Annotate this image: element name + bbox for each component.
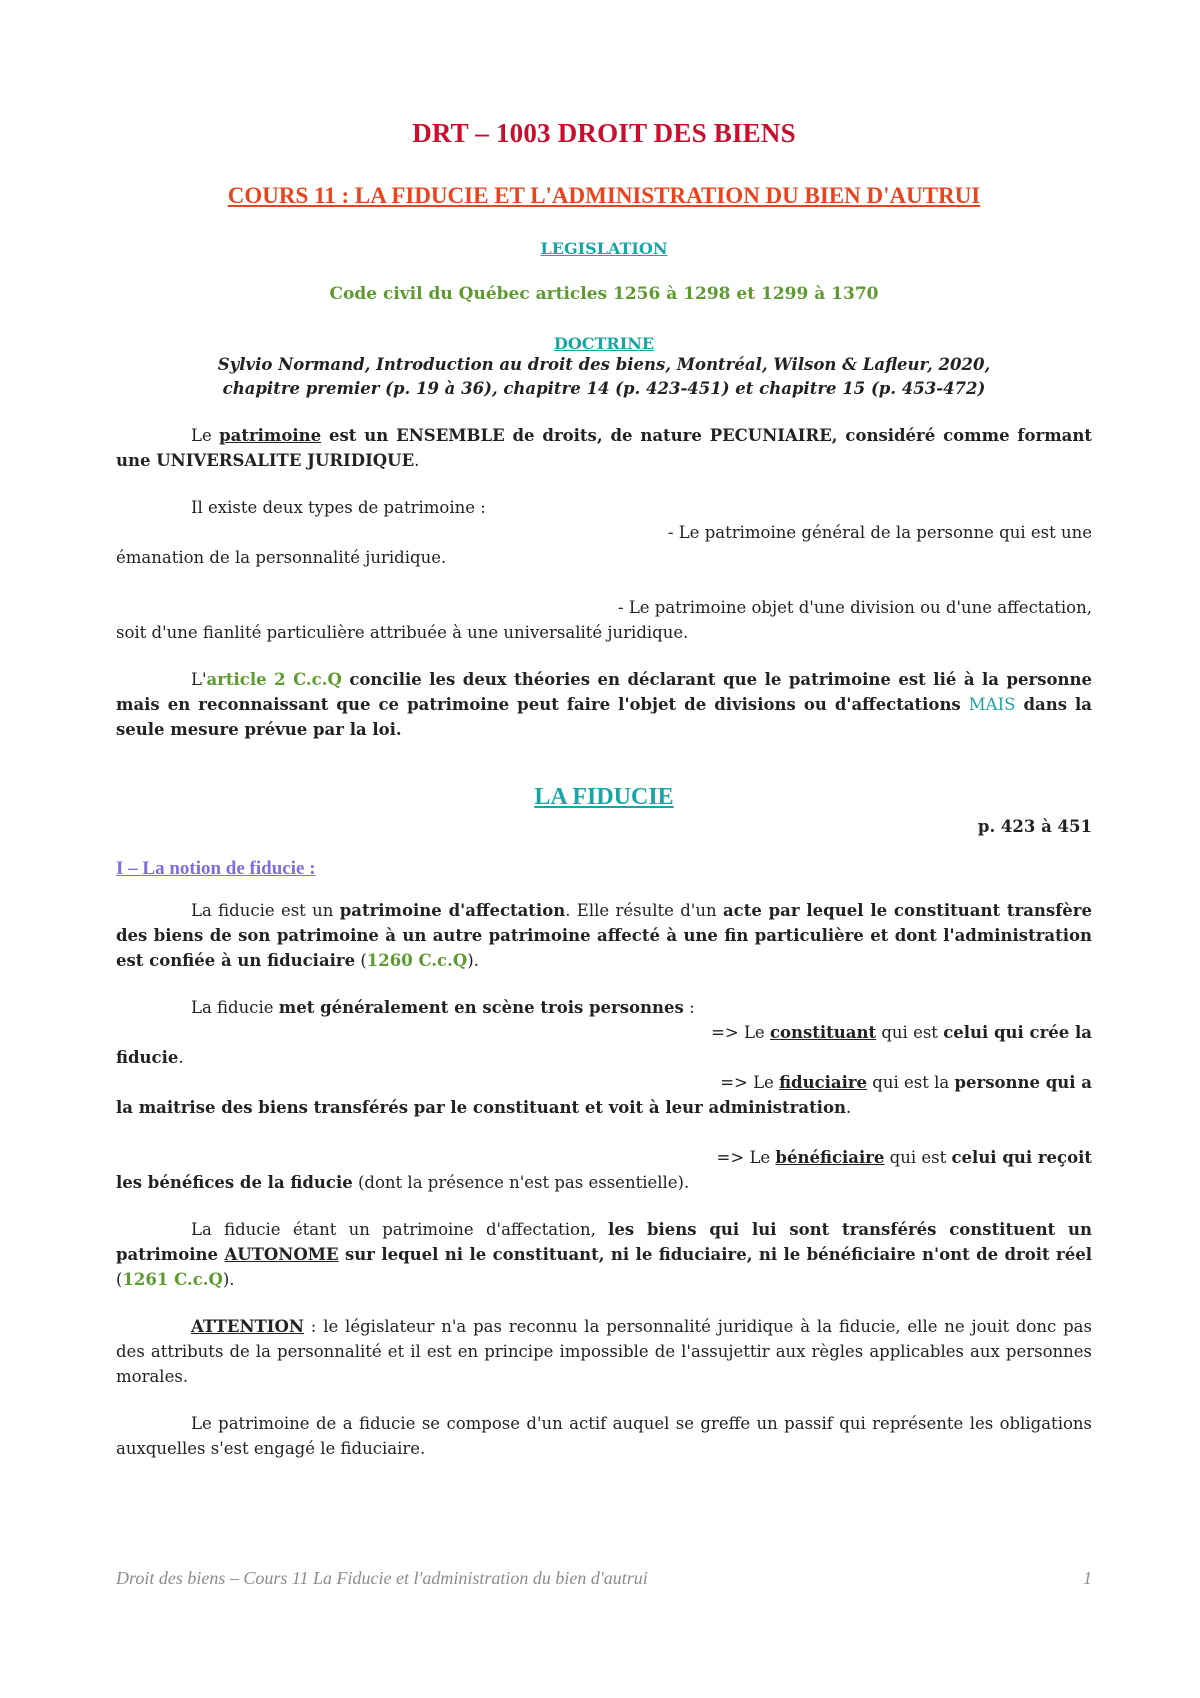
document-page — [116, 110, 1092, 1461]
intro-item-1-a: - Le patrimoine général de la personne qui est une — [667, 523, 1092, 542]
fiducie-paragraph-2: La fiducie met généralement en scène trois personnes : — [191, 998, 695, 1017]
doctrine-line-2: chapitre premier (p. 19 à 36), chapitre 14 (p. 423-451) et chapitre 15 (p. 453-472) — [222, 379, 986, 398]
doctrine-label: DOCTRINE — [553, 334, 655, 353]
fiducie-paragraph-3: La fiducie étant un patrimoine d'affectation, les biens qui lui sont transférés constituent un patrimoine AUTONOME sur lequel ni le constituant, ni le fiduciaire, ni le bénéficiaire n'ont de droit réel (1261 C.c.Q). — [116, 1220, 1092, 1289]
intro-paragraph-1: Le patrimoine est un ENSEMBLE de droits, de nature PECUNIAIRE, considéré comme formant une UNIVERSALITE JURIDIQUE. — [116, 426, 1092, 470]
fiducie-paragraph-1: La fiducie est un patrimoine d'affectation. Elle résulte d'un acte par lequel le constituant transfère des biens de son patrimoine à un autre patrimoine affecté à une fin particulière et dont l'administration est confiée à un fiduciaire (1260 C.c.Q). — [116, 901, 1092, 970]
legislation-code: Code civil du Québec articles 1256 à 1298 et 1299 à 1370 — [329, 284, 879, 304]
document-title: DRT – 1003 DROIT DES BIENS — [412, 118, 796, 148]
intro-paragraph-article-2: L'article 2 C.c.Q concilie les deux théories en déclarant que le patrimoine est lié à la personne mais en reconnaissant que ce patrimoine peut faire l'objet de divisions ou d'affectations MAIS dans la seule mesure prévue par la loi. — [116, 670, 1092, 739]
doctrine-line-1: Sylvio Normand, Introduction au droit des biens, Montréal, Wilson & Lafleur, 2020, — [217, 355, 991, 374]
page-footer — [116, 1568, 1092, 1589]
arrow-beneficiaire-cont: les bénéfices de la fiducie (dont la présence n'est pas essentielle). — [116, 1173, 690, 1192]
intro-item-2-b: soit d'une fianlité particulière attribuée à une universalité juridique. — [116, 623, 689, 642]
fiducie-paragraph-attention: ATTENTION : le législateur n'a pas reconnu la personnalité juridique à la fiducie, elle ne jouit donc pas des attributs de la personnalité et il est en principe impossible de l'assujettir aux règles applicables aux personnes morales. — [116, 1317, 1092, 1386]
footer-text: Droit des biens – Cours 11 La Fiducie et l'administration du bien d'autrui — [116, 1568, 648, 1588]
legislation-label: LEGISLATION — [540, 239, 668, 258]
subsection-title-notion: I – La notion de fiducie : — [116, 858, 316, 879]
course-subtitle: COURS 11 : LA FIDUCIE ET L'ADMINISTRATION DU BIEN D'AUTRUI — [227, 183, 981, 208]
section-pages: p. 423 à 451 — [977, 817, 1092, 836]
arrow-constituant-cont: fiducie. — [116, 1048, 184, 1067]
intro-paragraph-2: Il existe deux types de patrimoine : — [191, 498, 486, 517]
arrow-fiduciaire: => Le fiduciaire qui est la personne qui a — [720, 1073, 1092, 1092]
fiducie-paragraph-5: Le patrimoine de a fiducie se compose d'un actif auquel se greffe un passif qui représente les obligations auxquelles s'est engagé le fiduciaire. — [116, 1414, 1092, 1458]
arrow-fiduciaire-cont: la maitrise des biens transférés par le constituant et voit à leur administration. — [116, 1098, 852, 1117]
arrow-constituant: => Le constituant qui est celui qui crée la — [711, 1023, 1092, 1042]
intro-item-1-b: émanation de la personnalité juridique. — [116, 548, 447, 567]
arrow-beneficiaire: => Le bénéficiaire qui est celui qui reçoit — [716, 1148, 1092, 1167]
intro-item-2-a: - Le patrimoine objet d'une division ou d'une affectation, — [618, 598, 1092, 617]
section-title-fiducie: LA FIDUCIE — [534, 784, 674, 810]
footer-page-number: 1 — [1083, 1568, 1092, 1588]
